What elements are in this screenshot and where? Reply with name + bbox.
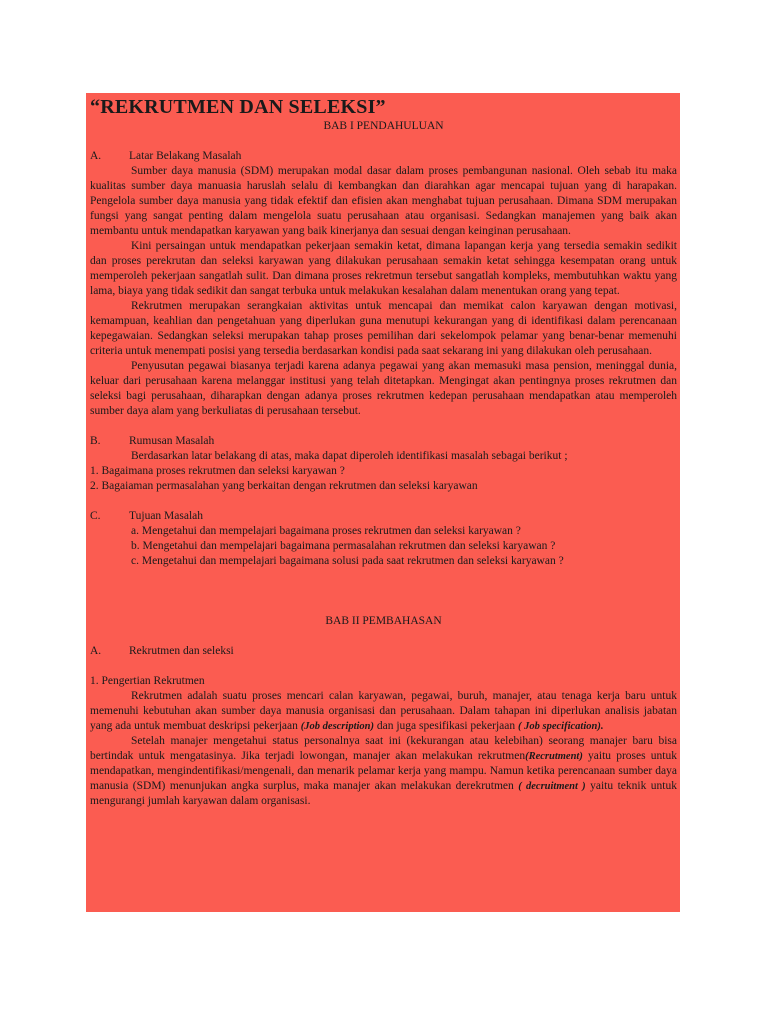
document-page <box>86 93 680 912</box>
section-a-heading <box>90 149 677 164</box>
list-item: 1. Bagaimana proses rekrutmen dan seleksi karyawan ? <box>90 465 345 477</box>
paragraph <box>90 734 677 809</box>
paragraph: Rekrutmen merupakan serangkaian aktivitas untuk mencapai dan memikat calon karyawan dengan motivasi, kemampuan, keahlian dan pengetahuan yang diperlukan guna menutupi kekurangan yang di identifikasi dalam perencanaan kepegawaian. Sedangkan seleksi merupakan tahap proses pemilihan dari sekelompok pelamar yang benar-benar memenuhi criteria untuk menempati posisi yang tersedia berdasarkan kondisi pada saat sekarang ini yang dilakukan oleh perusahaan. <box>90 300 677 357</box>
paragraph-text: Setelah manajer mengetahui status personalnya saat ini (kekurangan atau kelebihan) seorang manajer baru bisa bertindak untuk mengatasinya. Jika terjadi lowongan, manajer akan melakukan rekrutmen <box>90 735 677 762</box>
section-a2-heading <box>90 644 677 659</box>
list-item: 2. Bagaiaman permasalahan yang berkaitan dengan rekrutmen dan seleksi karyawan <box>90 480 478 492</box>
section-a2-title: Rekrutmen dan seleksi <box>129 645 234 657</box>
section-b-title: Rumusan Masalah <box>129 435 215 447</box>
section-a-number: A. <box>90 150 102 162</box>
list-item: b. Mengetahui dan mempelajari bagaimana permasalahan rekrutmen dan seleksi karyawan ? <box>131 540 556 552</box>
subsection-title: 1. Pengertian Rekrutmen <box>90 675 205 687</box>
section-c-number: C. <box>90 510 101 522</box>
term-job-description: (Job description) <box>300 721 374 732</box>
paragraph-text: Rekrutmen adalah suatu proses mencari calan karyawan, pegawai, buruh, manajer, atau tenaga kerja baru untuk memenuhi kebutuhan akan sumber daya manusia organisasi dan perusahaan. Dalam tahapan ini diperlukan analisis jabatan yang ada untuk membuat deskripsi pekerjaan <box>90 690 677 732</box>
section-a2-number: A. <box>90 645 102 657</box>
chapter-1-heading: BAB I PENDAHULUAN <box>323 120 444 132</box>
term-job-specification: ( Job specification). <box>518 721 604 732</box>
section-b-heading <box>90 434 677 449</box>
paragraph: Sumber daya manusia (SDM) merupakan modal dasar dalam proses pembangunan nasional. Oleh sebab itu maka kualitas sumber daya manuasia haruslah selalu di kembangkan dan diarahkan agar mencapai tujuan yang di harapakan. Pengelola sumber daya manusia yang tidak efektif dan efisien akan menghabat tujuan perusahaan. Dimana SDM merupakan fungsi yang sangat penting dalam mengelola suatu perusahaan atau organisasi. Sedangkan manajemen yang baik akan membantu untuk mendapatkan karyawan yang baik kinerjanya dan sesuai dengan keinginan perusahaan. <box>90 165 677 237</box>
chapter-2-heading: BAB II PEMBAHASAN <box>325 615 442 627</box>
paragraph: Kini persaingan untuk mendapatkan pekerjaan semakin ketat, dimana lapangan kerja yang tersedia semakin sedikit dan proses perekrutan dan seleksi karyawan yang dilakukan perusahaan semakin ketat sehingga kesempatan orang untuk memperoleh pekerjaan sangatlah sulit. Dan dimana proses rekretmun tersebut sangatlah kompleks, membutuhkan waktu yang lama, biaya yang tidak sedikit dan sangat terbuka untuk melakukan kesalahan dalam menentukan orang yang tepat. <box>90 240 677 297</box>
term-recrutment: (Recrutment) <box>525 751 583 762</box>
paragraph: Penyusutan pegawai biasanya terjadi karena adanya pegawai yang akan memasuki masa pension, meninggal dunia, keluar dari perusahaan karena melanggar institusi yang telah ditetapkan. Mengingat akan pentingnya proses rekrutmen dan seleksi bagi perusahaan, diharapkan dengan adanya proses rekrutmen kedepan perusahaan mendapatkan atau memperoleh sumber daya alam yang berkuliatas di perusahaan tersebut. <box>90 360 677 417</box>
paragraph <box>90 689 677 734</box>
section-c-heading <box>90 509 677 524</box>
section-b-number: B. <box>90 435 101 447</box>
list-item: a. Mengetahui dan mempelajari bagaimana proses rekrutmen dan seleksi karyawan ? <box>131 525 521 537</box>
paragraph-text: dan juga spesifikasi pekerjaan <box>373 720 519 732</box>
paragraph-text: yaitu proses untuk mendapatkan, mengindentifikasi/mengenali, dan menarik pelamar kerja yang mampu. Namun ketika perencanaan sumber daya manusia (SDM) menunjukan angka surplus, maka manajer akan melakukan derekrutmen <box>90 750 677 792</box>
paragraph-text: yaitu teknik untuk mengurangi jumlah karyawan dalam organisasi. <box>90 780 677 807</box>
section-c-title: Tujuan Masalah <box>129 510 204 522</box>
list-item: c. Mengetahui dan mempelajari bagaimana solusi pada saat rekrutmen dan seleksi karyawan ? <box>131 555 564 567</box>
section-a-title: Latar Belakang Masalah <box>129 150 242 162</box>
term-decruitment: ( decruitment ) <box>518 781 586 792</box>
document-title: “REKRUTMEN DAN SELEKSI” <box>90 96 386 118</box>
section-b-intro: Berdasarkan latar belakang di atas, maka dapat diperoleh identifikasi masalah sebagai berikut ; <box>131 450 568 462</box>
